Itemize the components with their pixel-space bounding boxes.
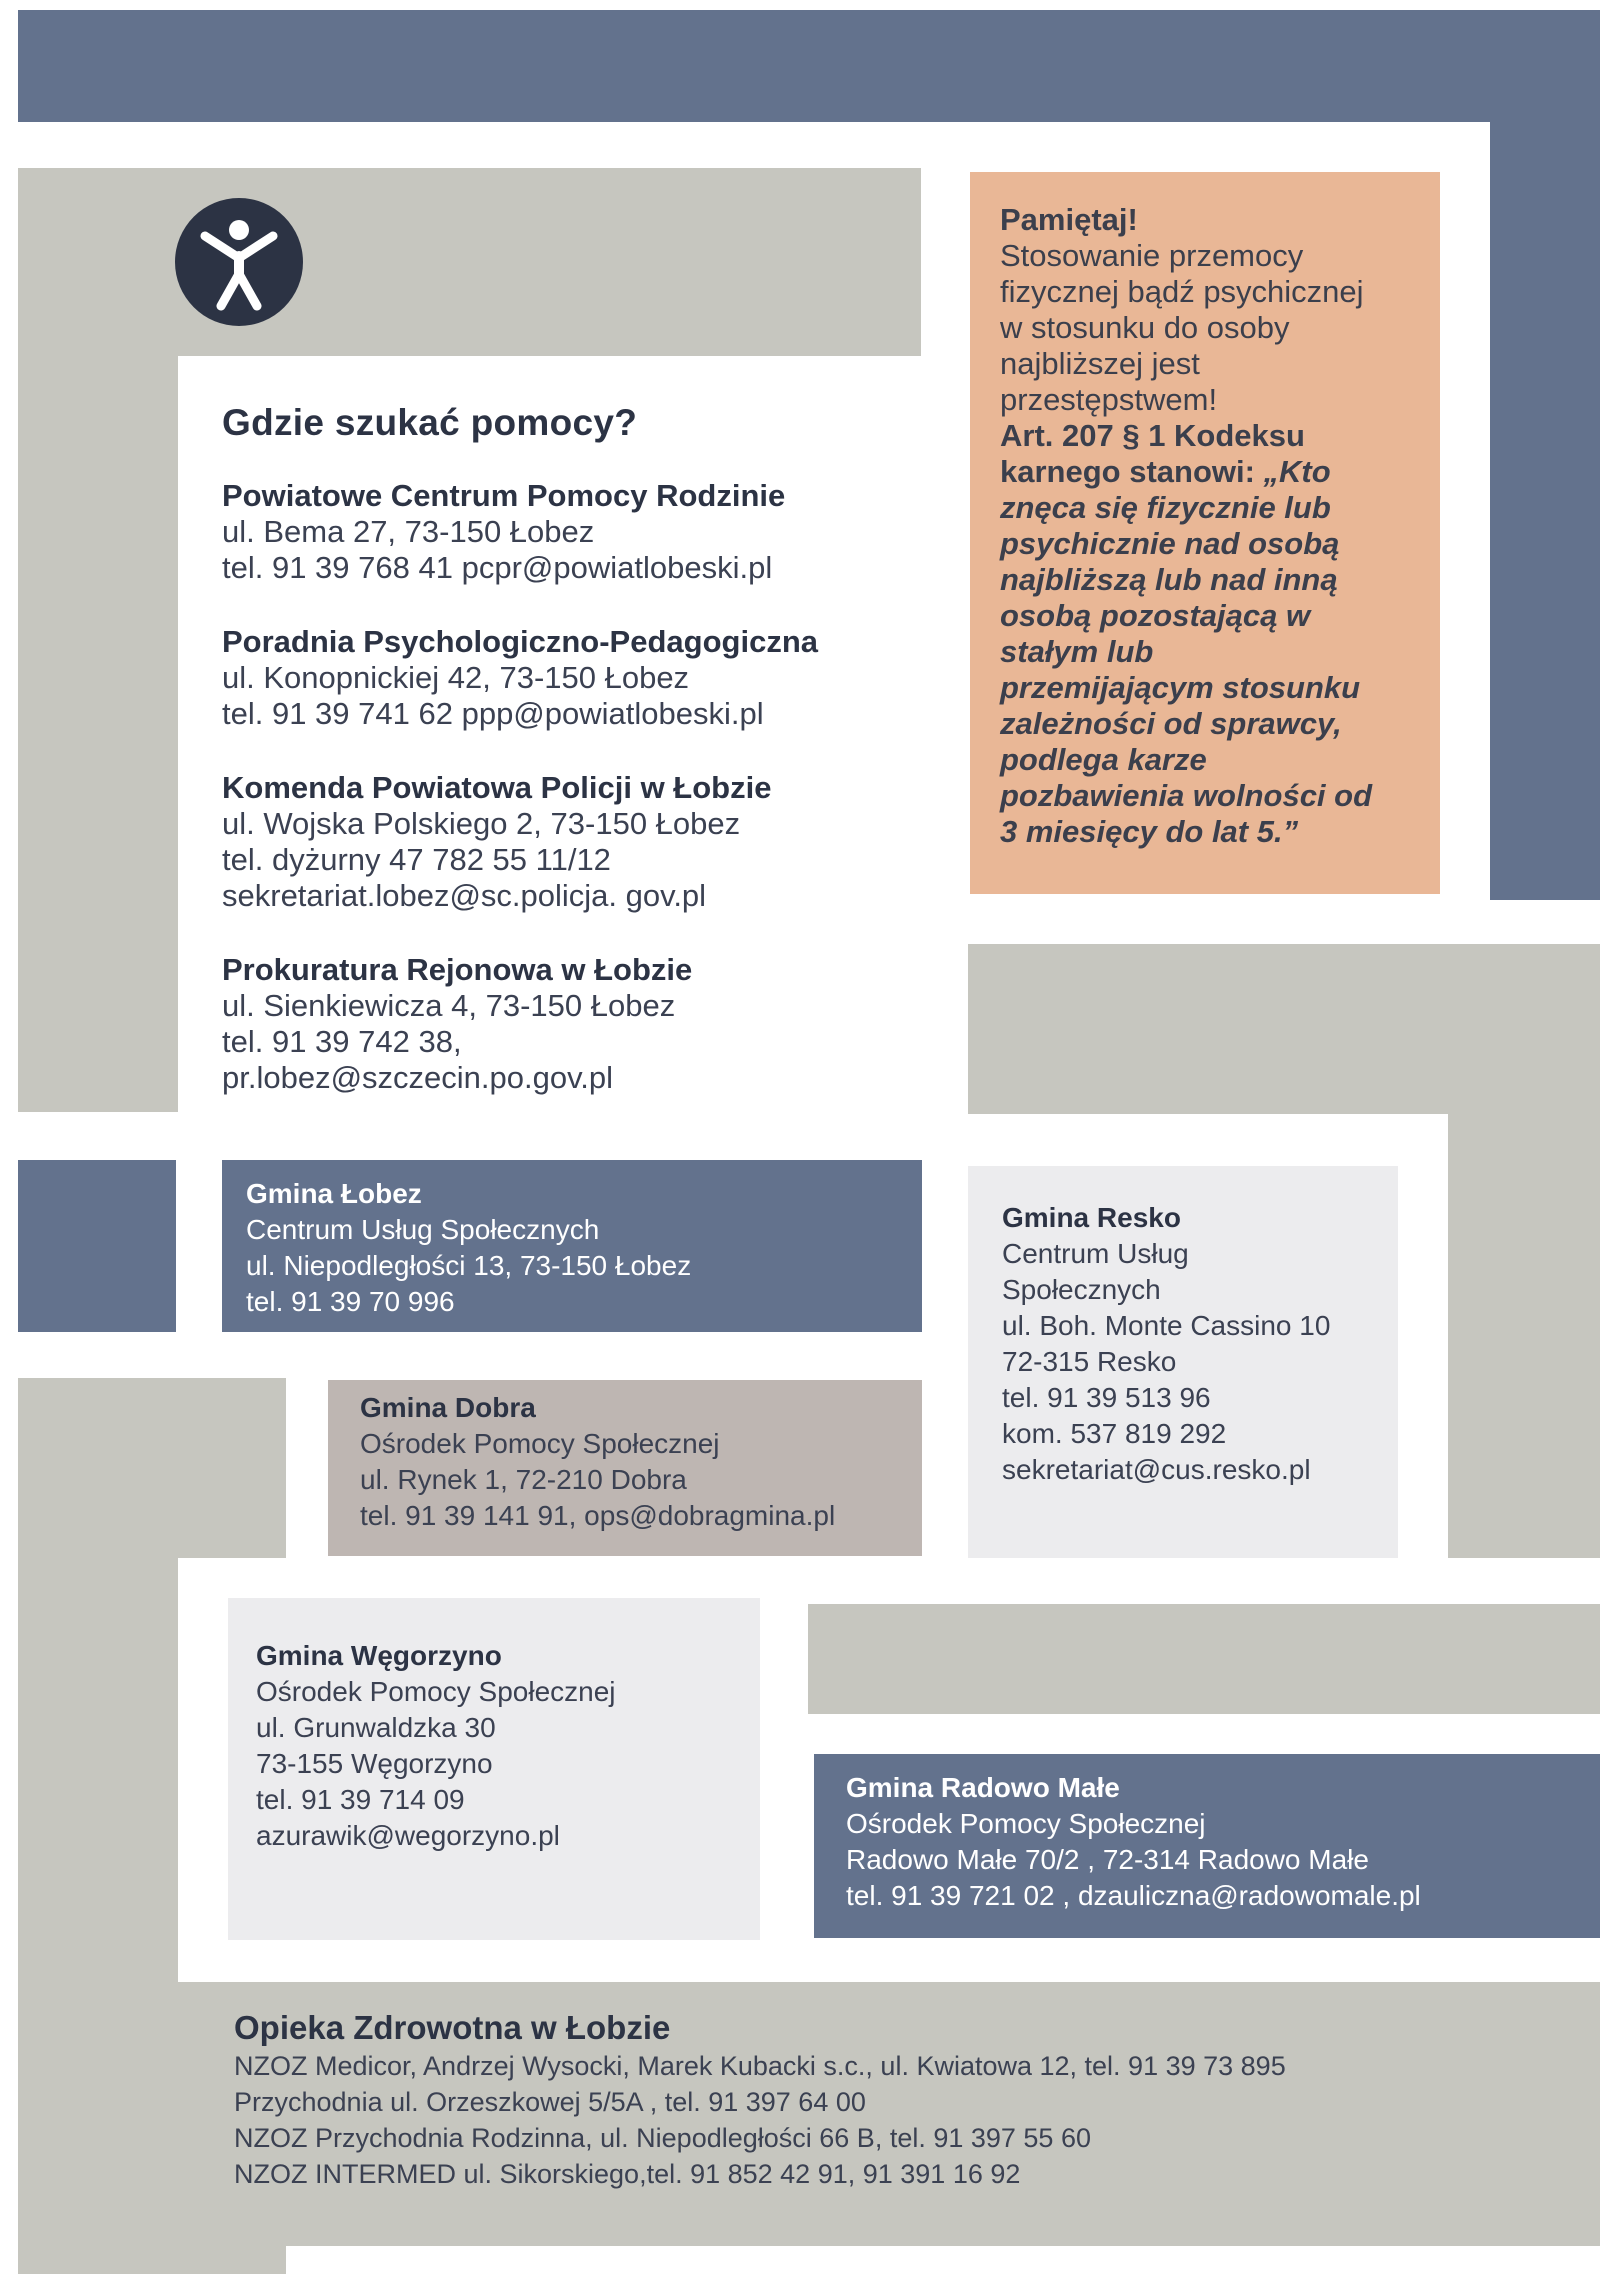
page-title: Gdzie szukać pomocy? <box>222 402 638 443</box>
gmina-lobez-line-3: tel. 91 39 70 996 <box>246 1286 455 1317</box>
gmina-resko-line-3: ul. Boh. Monte Cassino 10 <box>1002 1310 1331 1341</box>
gmina-radowo-line-1: Ośrodek Pomocy Społecznej <box>846 1808 1206 1839</box>
reminder-quote-7: zależności od sprawcy, <box>1000 706 1342 741</box>
top-banner <box>18 10 1600 122</box>
reminder-quote-2: psychicznie nad osobą <box>1000 526 1340 561</box>
reminder-quote-9: pozbawienia wolności od <box>1000 778 1373 813</box>
gmina-radowo-line-2: Radowo Małe 70/2 , 72-314 Radowo Małe <box>846 1844 1369 1875</box>
gmina-radowo-line-3: tel. 91 39 721 02 , dzauliczna@radowomale.pl <box>846 1880 1421 1911</box>
accessibility-person-icon <box>175 198 303 326</box>
reminder-article: Art. 207 § 1 Kodeksu <box>1000 418 1305 453</box>
reminder-body-5: przestępstwem! <box>1000 382 1218 417</box>
org-pcpr-name: Powiatowe Centrum Pomocy Rodzinie <box>222 478 786 513</box>
reminder-body-3: w stosunku do osoby <box>1000 310 1290 345</box>
gmina-lobez-text <box>246 1176 691 1320</box>
org-prosecutor <box>222 952 692 1096</box>
reminder-quote-1: znęca się fizycznie lub <box>1000 490 1331 525</box>
gmina-wegorzyno-line-5: azurawik@wegorzyno.pl <box>256 1820 560 1851</box>
gmina-resko-line-1: Centrum Usług <box>1002 1238 1189 1269</box>
health-line-3: NZOZ Przychodnia Rodzinna, ul. Niepodległości 66 B, tel. 91 397 55 60 <box>234 2123 1091 2153</box>
reminder-quote-4: osobą pozostającą w <box>1000 598 1311 633</box>
reminder-body-4: najbliższej jest <box>1000 346 1200 381</box>
gmina-resko-line-5: tel. 91 39 513 96 <box>1002 1382 1211 1413</box>
reminder-quote-6: przemijającym stosunku <box>1000 670 1361 705</box>
org-pcpr-address: ul. Bema 27, 73-150 Łobez <box>222 514 595 549</box>
reminder-quote-5: stałym lub <box>1000 634 1154 669</box>
org-prosecutor-email: pr.lobez@szczecin.po.gov.pl <box>222 1060 614 1095</box>
org-prosecutor-address: ul. Sienkiewicza 4, 73-150 Łobez <box>222 988 676 1023</box>
org-pcpr <box>222 478 785 586</box>
left-slate-tab <box>18 1160 176 1332</box>
right-gray-strip <box>808 1604 1600 1714</box>
gmina-wegorzyno-line-4: tel. 91 39 714 09 <box>256 1784 465 1815</box>
gmina-resko-line-2: Społecznych <box>1002 1274 1161 1305</box>
gmina-lobez-name: Gmina Łobez <box>246 1178 422 1209</box>
reminder-body-1: Stosowanie przemocy <box>1000 238 1304 273</box>
org-prosecutor-name: Prokuratura Rejonowa w Łobzie <box>222 952 693 987</box>
reminder-text <box>1000 202 1430 850</box>
gmina-radowo-name: Gmina Radowo Małe <box>846 1772 1120 1803</box>
gmina-wegorzyno-line-1: Ośrodek Pomocy Społecznej <box>256 1676 616 1707</box>
reminder-quote-8: podlega karze <box>1000 742 1207 777</box>
org-ppp <box>222 624 818 732</box>
gmina-resko-name: Gmina Resko <box>1002 1202 1181 1233</box>
org-police-email: sekretariat.lobez@sc.policja. gov.pl <box>222 878 707 913</box>
gmina-wegorzyno-line-2: ul. Grunwaldzka 30 <box>256 1712 496 1743</box>
org-prosecutor-phone: tel. 91 39 742 38, <box>222 1024 462 1059</box>
gmina-lobez-line-1: Centrum Usług Społecznych <box>246 1214 600 1245</box>
reminder-body-2: fizycznej bądź psychicznej <box>1000 274 1364 309</box>
gmina-dobra-text <box>360 1390 835 1534</box>
org-police-address: ul. Wojska Polskiego 2, 73-150 Łobez <box>222 806 741 841</box>
gmina-resko-line-6: kom. 537 819 292 <box>1002 1418 1227 1449</box>
right-vertical-bar <box>1490 122 1600 900</box>
reminder-quote-3: najbliższą lub nad inną <box>1000 562 1338 597</box>
health-section <box>234 2008 1286 2192</box>
gmina-dobra-line-1: Ośrodek Pomocy Społecznej <box>360 1428 720 1459</box>
health-line-1: NZOZ Medicor, Andrzej Wysocki, Marek Kubacki s.c., ul. Kwiatowa 12, tel. 91 39 73 895 <box>234 2051 1286 2081</box>
gmina-dobra-line-2: ul. Rynek 1, 72-210 Dobra <box>360 1464 687 1495</box>
org-ppp-name: Poradnia Psychologiczno-Pedagogiczna <box>222 624 818 659</box>
org-police-name: Komenda Powiatowa Policji w Łobzie <box>222 770 772 805</box>
health-line-2: Przychodnia ul. Orzeszkowej 5/5A , tel. 91 397 64 00 <box>234 2087 866 2117</box>
reminder-quote-0: „Kto <box>1263 454 1331 489</box>
gmina-radowo-text <box>846 1770 1421 1914</box>
gmina-dobra-line-3: tel. 91 39 141 91, ops@dobragmina.pl <box>360 1500 836 1531</box>
gmina-wegorzyno-text <box>256 1638 616 1854</box>
gmina-resko-text <box>1002 1200 1330 1488</box>
gmina-wegorzyno-line-3: 73-155 Węgorzyno <box>256 1748 493 1779</box>
reminder-article-cont: karnego stanowi: <box>1000 454 1264 489</box>
org-police-phone: tel. dyżurny 47 782 55 11/12 <box>222 842 611 877</box>
org-pcpr-contact: tel. 91 39 768 41 pcpr@powiatlobeski.pl <box>222 550 773 585</box>
health-title: Opieka Zdrowotna w Łobzie <box>234 2009 671 2046</box>
org-ppp-address: ul. Konopnickiej 42, 73-150 Łobez <box>222 660 690 695</box>
gmina-wegorzyno-name: Gmina Węgorzyno <box>256 1640 502 1671</box>
org-police <box>222 770 771 914</box>
gmina-dobra-name: Gmina Dobra <box>360 1392 536 1423</box>
gmina-resko-line-7: sekretariat@cus.resko.pl <box>1002 1454 1311 1485</box>
gmina-resko-line-4: 72-315 Resko <box>1002 1346 1177 1377</box>
reminder-quote-10: 3 miesięcy do lat 5.” <box>1000 814 1299 849</box>
reminder-title: Pamiętaj! <box>1000 202 1138 237</box>
health-line-4: NZOZ INTERMED ul. Sikorskiego,tel. 91 852 42 91, 91 391 16 92 <box>234 2159 1021 2189</box>
org-ppp-contact: tel. 91 39 741 62 ppp@powiatlobeski.pl <box>222 696 764 731</box>
gmina-lobez-line-2: ul. Niepodległości 13, 73-150 Łobez <box>246 1250 692 1281</box>
